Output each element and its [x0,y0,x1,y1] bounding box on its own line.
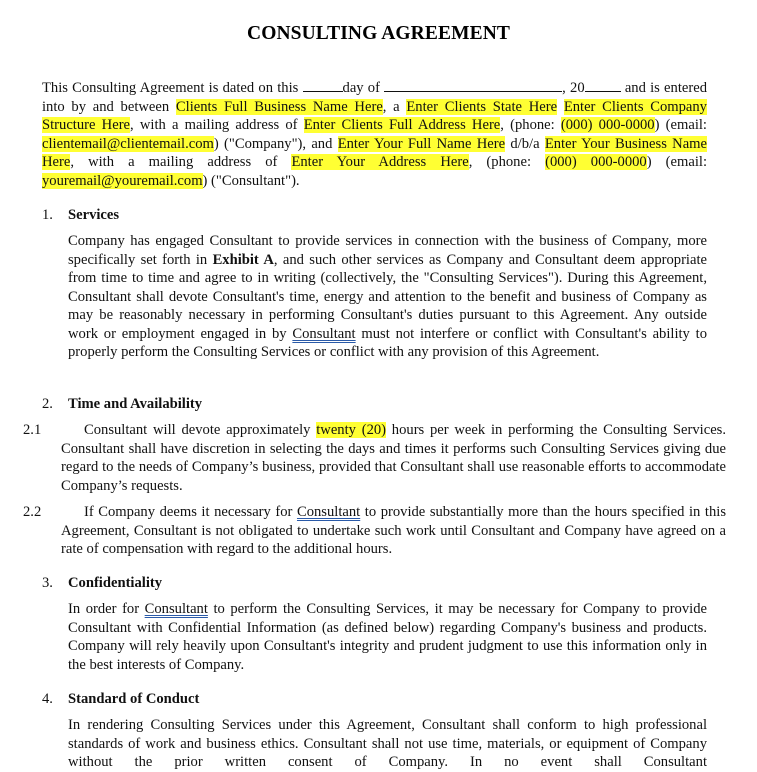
document-title: CONSULTING AGREEMENT [247,23,510,44]
body-text: If Company deems it necessary for [84,504,297,520]
section-title: Time and Availability [68,396,203,412]
intro-text: day of [342,80,385,96]
section-1-body [68,232,707,362]
grammar-flagged-word[interactable]: Consultant [292,325,356,342]
subsection-2-2 [23,503,727,559]
section-number: 4. [42,691,53,707]
day-blank[interactable] [303,78,343,92]
month-blank[interactable] [384,78,562,92]
section-1-heading [42,206,119,224]
grammar-flagged-word[interactable]: Consultant [296,504,361,520]
grammar-flagged-word[interactable]: Consultant [144,601,208,617]
your-email-field[interactable]: youremail@youremail.com [42,172,203,189]
intro-text [557,99,564,115]
intro-text: and is entered into by and between [42,80,707,115]
client-address-field[interactable]: Enter Clients Full Address Here [303,117,501,133]
intro-paragraph [42,78,707,190]
body-text: In order for [68,601,145,617]
intro-text: , a [382,98,407,115]
section-4-heading [42,690,199,708]
intro-text: , with a mailing address of [70,154,292,170]
year-blank[interactable] [585,78,621,92]
body-text: Company has engaged Consultant to provide services in connection with the business of Company, more specifically set forth in [68,233,707,268]
body-text: Consultant will devote approximately [84,422,317,438]
intro-text: ) (email: [646,154,708,170]
exhibit-reference: Exhibit A [212,251,274,268]
subsection-number: 2.2 [23,504,42,520]
section-title: Services [68,207,120,223]
intro-text: ) ("Consultant"). [202,172,300,189]
your-business-field[interactable]: Enter Your Business Name Here [42,135,707,170]
intro-text: , 20 [562,80,585,96]
client-structure-field[interactable]: Enter Clients Company Structure Here [42,98,707,133]
client-state-field[interactable]: Enter Clients State Here [406,98,558,115]
intro-text: , (phone: [500,117,561,133]
section-number: 2. [42,396,53,412]
hours-field[interactable]: twenty (20) [316,422,387,438]
intro-text: , (phone: [468,154,546,170]
section-4-body: In rendering Consulting Services under this Agreement, Consultant shall conform to high professional standards of work and business ethics. Consultant shall not use time, materials, or equipment of Company without the prior written consent of Company. In no event shall Consultant [68,717,707,770]
client-phone-field[interactable]: (000) 000-0000 [560,117,655,133]
body-text: hours per week in performing the Consulting Services. Consultant shall have discretion in selecting the days and times it performs such Consulting Services giving due regard to the needs of Company’s business, provided that Consultant shall use reasonable efforts to accommodate Company’s requests. [61,422,727,494]
section-2-heading [42,395,202,413]
body-text: to perform the Consulting Services, it may be necessary for Company to provide Consultant with Confidential Information (as defined below) regarding Company's business and products. Company will rely heavily upon Consultant's integrity and prudent judgment to use this information only in the best interests of Company. [68,601,707,673]
body-text: must not interfere or conflict with Consultant's ability to properly perform the Consulting Services or conflict with any provision of this Agreement. [68,325,707,360]
subsection-2-1 [23,421,727,495]
intro-text: ) ("Company"), and [213,135,338,152]
body-text: to provide substantially more than the hours specified in this Agreement, Consultant is not obligated to undertake such work until Consultant and Company have agreed on a rate of compensation with regard to the additional hours. [61,504,727,557]
intro-text: ) (email: [654,117,707,133]
intro-text: This Consulting Agreement is dated on this [42,80,303,96]
section-3-body [68,600,707,674]
section-title: Confidentiality [68,575,163,591]
your-phone-field[interactable]: (000) 000-0000 [545,154,647,170]
client-email-field[interactable]: clientemail@clientemail.com [42,135,214,152]
intro-text: , with a mailing address of [130,117,304,133]
section-number: 3. [42,575,53,591]
section-title: Standard of Conduct [68,691,200,707]
your-address-field[interactable]: Enter Your Address Here [291,154,469,170]
your-name-field[interactable]: Enter Your Full Name Here [337,135,506,152]
section-3-heading [42,574,162,592]
client-name-field[interactable]: Clients Full Business Name Here [175,98,383,115]
section-number: 1. [42,207,53,223]
intro-text: d/b/a [505,135,545,152]
subsection-number: 2.1 [23,422,42,438]
body-text: , and such other services as Company and Consultant deem appropriate from time to time and agree to in writing (collectively, the "Consulting Services"). During this Agreement, Consultant shall devote Consultant's time, energy and attention to the benefit and business of Company as may be reasonably necessary in performing Consultant's duties pursuant to this Agreement. Any outside work or employment engaged in by [68,251,707,342]
